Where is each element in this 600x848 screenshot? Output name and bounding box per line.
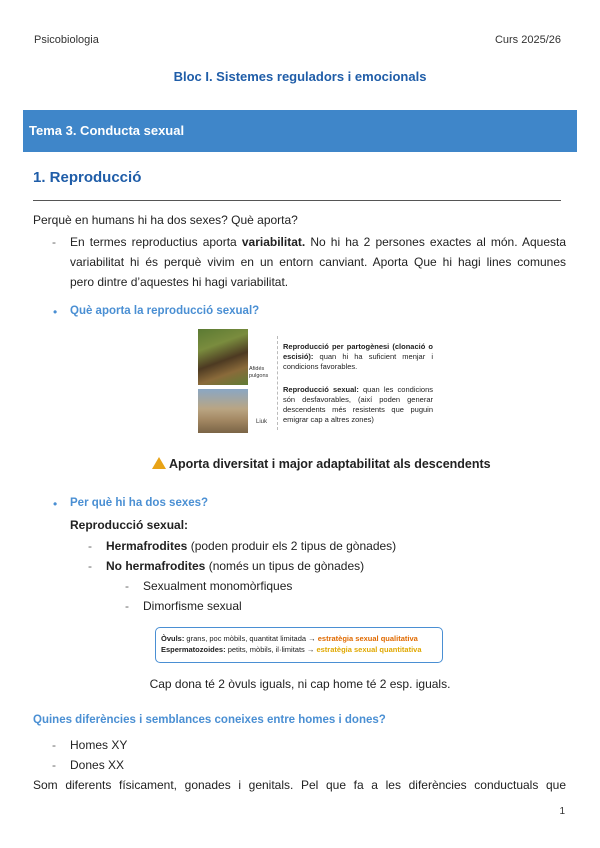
homes-item: Homes XY [70, 738, 128, 752]
question-3: Quines diferències i semblances coneixes entre homes i dones? [33, 714, 386, 726]
figure-divider [277, 336, 278, 430]
question-2: Per què hi ha dos sexes? [70, 497, 209, 509]
sperm-line: Espermatozoides: petits, mòbils, il·limitats → estratègia sexual quantitativa [161, 645, 422, 654]
dimorphism-item: Dimorfisme sexual [143, 599, 242, 613]
dash-marker: - [52, 758, 56, 772]
variability-line-1: En termes reproductius aporta variabilitat. No hi ha 2 persones exactes al món. Aquesta [70, 235, 567, 249]
section-title: 1. Reproducció [33, 169, 142, 186]
page-number: 1 [559, 806, 565, 817]
intro-question: Perquè en humans hi ha dos sexes? Què aporta? [33, 213, 298, 227]
dash-marker: - [125, 599, 129, 613]
monomorphic-item: Sexualment monomòrfiques [143, 579, 293, 593]
figure-text-parthenogenesis: Reproducció per partogènesi (clonació o escisió): quan hi ha suficient menjar i condicions favorables. [283, 342, 433, 371]
header-course: Curs 2025/26 [494, 34, 561, 46]
dash-marker: - [88, 539, 92, 553]
hermafrodites-item: Hermafrodites (poden produir els 2 tipus de gònades) [106, 539, 397, 553]
figure-label-top: Afidés pulgons [249, 366, 269, 379]
dones-item: Dones XX [70, 758, 125, 772]
section-divider [33, 200, 561, 201]
repro-sexual-label: Reproducció sexual: [70, 518, 189, 532]
figure-text-sexual: Reproducció sexual: quan les condicions són desfavorables, (així poden generar descendents més resistents que puguin emigrar cap a altres zones) [283, 385, 433, 424]
bullet-icon: • [53, 497, 58, 511]
bullet-icon: • [53, 305, 58, 319]
gametes-box [155, 627, 443, 663]
dash-marker: - [125, 579, 129, 593]
lizard-image [198, 389, 248, 433]
cap-dona-note: Cap dona té 2 òvuls iguals, ni cap home té 2 esp. iguals. [149, 677, 451, 691]
variability-line-2: variabilitat hi és perquè vivim en un entorn canviant. Aporta Que hi hagi lines comunes [70, 255, 566, 269]
header-subject: Psicobiologia [34, 34, 99, 46]
aphid-plant-image [198, 329, 248, 385]
tema-title: Tema 3. Conducta sexual [29, 123, 185, 138]
diversity-note: Aporta diversitat i major adaptabilitat als descendents [152, 456, 491, 471]
dash-marker: - [88, 559, 92, 573]
ovuls-line: Òvuls: grans, poc mòbils, quantitat limitada → estratègia sexual qualitativa [161, 634, 418, 643]
no-hermafrodites-item: No hermafrodites (només un tipus de gònades) [106, 559, 365, 573]
warning-icon [152, 457, 166, 469]
tema-banner [23, 110, 577, 152]
bloc-title: Bloc I. Sistemes reguladors i emocionals [173, 69, 427, 84]
dash-marker: - [52, 235, 56, 249]
variability-line-3: pero dintre d’aquestes hi hagi variabilitat. [70, 275, 289, 289]
dash-marker: - [52, 738, 56, 752]
question-1: Què aporta la reproducció sexual? [70, 305, 260, 317]
figure-label-bottom: Liuk [256, 419, 268, 425]
last-paragraph-line: Som diferents físicament, gonades i genitals. Pel que fa a les diferències conductuals que [33, 778, 566, 792]
